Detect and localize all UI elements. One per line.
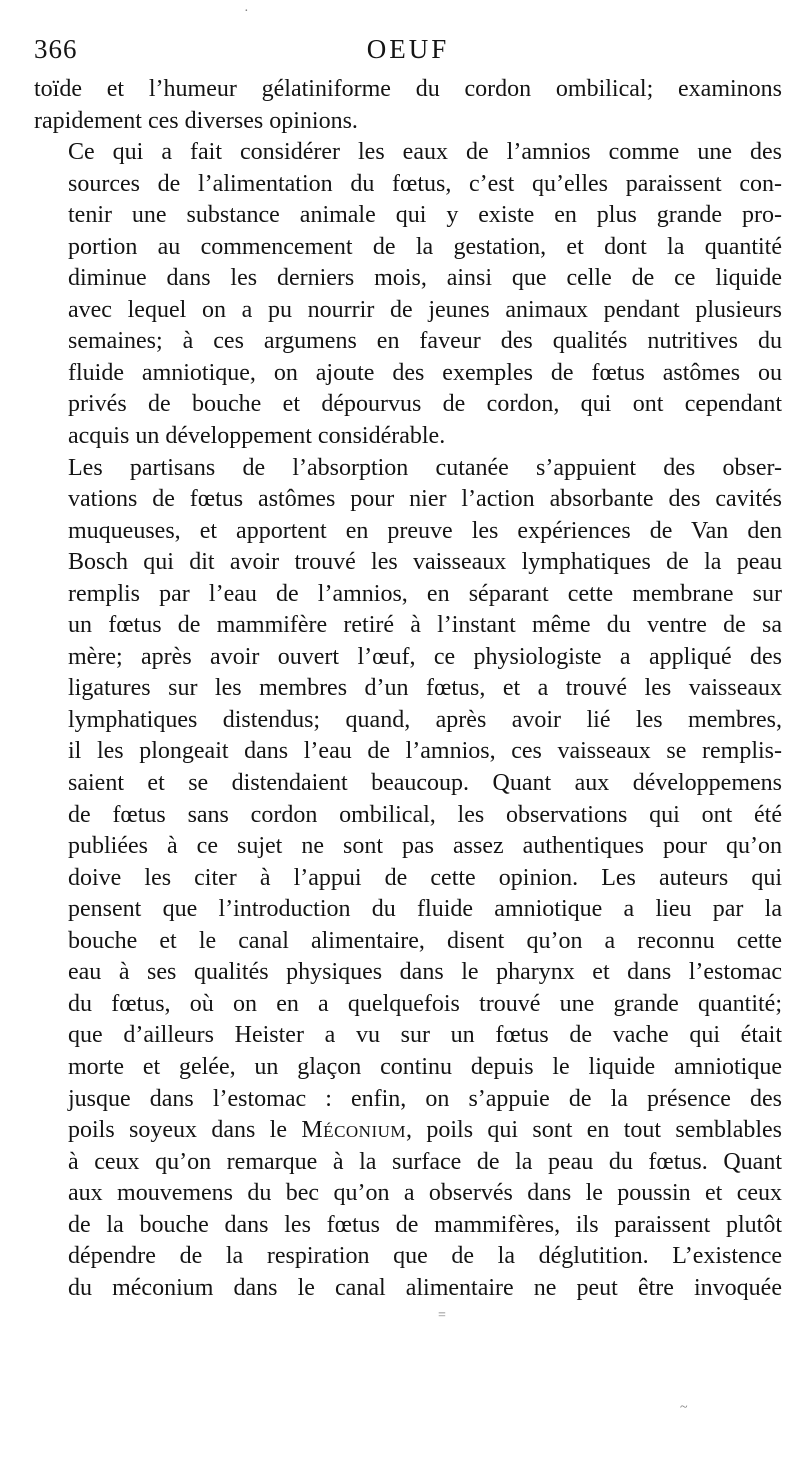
print-speck: = [438, 1308, 446, 1323]
text-line: toïde et l’humeur gélatiniforme du cordon ombilical; examinons [34, 76, 782, 102]
text-line: lymphatiques distendus; quand, après avoir lié les membres, [68, 706, 782, 733]
body-text [34, 74, 782, 1304]
text-line: eau à ses qualités physiques dans le pharynx et dans l’estomac [68, 959, 782, 986]
text-line: fluide amniotique, on ajoute des exemples de fœtus astômes ou [68, 359, 782, 386]
text-line: Ce qui a fait considérer les eaux de l’amnios comme une des [68, 139, 782, 166]
text-line: bouche et le canal alimentaire, disent qu’on a reconnu cette [68, 927, 782, 954]
text-line: un fœtus de mammifère retiré à l’instant même du ventre de sa [68, 612, 782, 639]
text-line: doive les citer à l’appui de cette opinion. Les auteurs qui [68, 864, 782, 891]
text-line: mère; après avoir ouvert l’œuf, ce physiologiste a appliqué des [68, 643, 782, 670]
text-line: avec lequel on a pu nourrir de jeunes animaux pendant plusieurs [68, 296, 782, 323]
paragraph-continuation [34, 74, 782, 137]
text-line: jusque dans l’estomac : enfin, on s’appuie de la présence des [68, 1085, 782, 1112]
text-line-meconium [34, 1115, 782, 1147]
text-line: Les partisans de l’absorption cutanée s’appuient des obser- [68, 454, 782, 481]
print-speck: ~ [680, 1400, 688, 1415]
text-line: tenir une substance animale qui y existe en plus grande pro- [68, 202, 782, 229]
text-line: muqueuses, et apportent en preuve les expériences de Van den [68, 517, 782, 544]
text-line: il les plongeait dans l’eau de l’amnios, ces vaisseaux se remplis- [68, 738, 782, 765]
text-line: morte et gelée, un glaçon continu depuis le liquide amniotique [68, 1053, 782, 1080]
page-number: 366 [34, 34, 78, 64]
paragraph-amnios-nutrition [34, 137, 782, 452]
text-line: du méconium dans le canal alimentaire ne peut être invoquée [68, 1274, 782, 1301]
text-line: publiées à ce sujet ne sont pas assez authentiques pour qu’on [68, 833, 782, 860]
text-line: portion au commencement de la gestation, et dont la quantité [68, 233, 782, 260]
text-line: semaines; à ces argumens en faveur des qualités nutritives du [68, 328, 782, 355]
text-fragment: , poils qui sont en tout semblables [406, 1117, 783, 1144]
text-line: dépendre de la respiration que de la déglutition. L’existence [68, 1243, 782, 1270]
text-line: que d’ailleurs Heister a vu sur un fœtus de vache qui était [68, 1022, 782, 1049]
print-speck: · [244, 4, 249, 19]
paragraph-absorption [34, 453, 782, 1305]
text-line: Bosch qui dit avoir trouvé les vaisseaux lymphatiques de la peau [68, 549, 782, 576]
text-line: rapidement ces diverses opinions. [34, 107, 358, 134]
text-line: privés de bouche et dépourvus de cordon, qui ont cependant [68, 391, 782, 418]
text-line: sources de l’alimentation du fœtus, c’est qu’elles paraissent con- [68, 170, 782, 197]
text-line: à ceux qu’on remarque à la surface de la peau du fœtus. Quant [68, 1148, 782, 1175]
text-line: ligatures sur les membres d’un fœtus, et a trouvé les vaisseaux [68, 675, 782, 702]
text-line: de la bouche dans les fœtus de mammifères, ils paraissent plutôt [68, 1211, 782, 1238]
running-title: OEUF [366, 34, 450, 64]
text-line: de fœtus sans cordon ombilical, les observations qui ont été [68, 801, 782, 828]
text-line: remplis par l’eau de l’amnios, en séparant cette membrane sur [68, 580, 782, 607]
text-line: du fœtus, où on en a quelquefois trouvé une grande quantité; [68, 990, 782, 1017]
text-line: saient et se distendaient beaucoup. Quant aux développemens [68, 770, 782, 797]
text-line: acquis un développement considérable. [68, 423, 446, 450]
text-line: vations de fœtus astômes pour nier l’action absorbante des cavités [68, 486, 782, 513]
text-line: aux mouvemens du bec qu’on a observés dans le poussin et ceux [68, 1180, 782, 1207]
book-page [34, 34, 782, 1304]
smallcaps-term: Méconium [301, 1117, 407, 1144]
running-head [34, 34, 782, 74]
text-line: diminue dans les derniers mois, ainsi que celle de ce liquide [68, 265, 782, 292]
text-line: pensent que l’introduction du fluide amniotique a lieu par la [68, 896, 782, 923]
text-fragment: poils soyeux dans le [68, 1117, 287, 1144]
